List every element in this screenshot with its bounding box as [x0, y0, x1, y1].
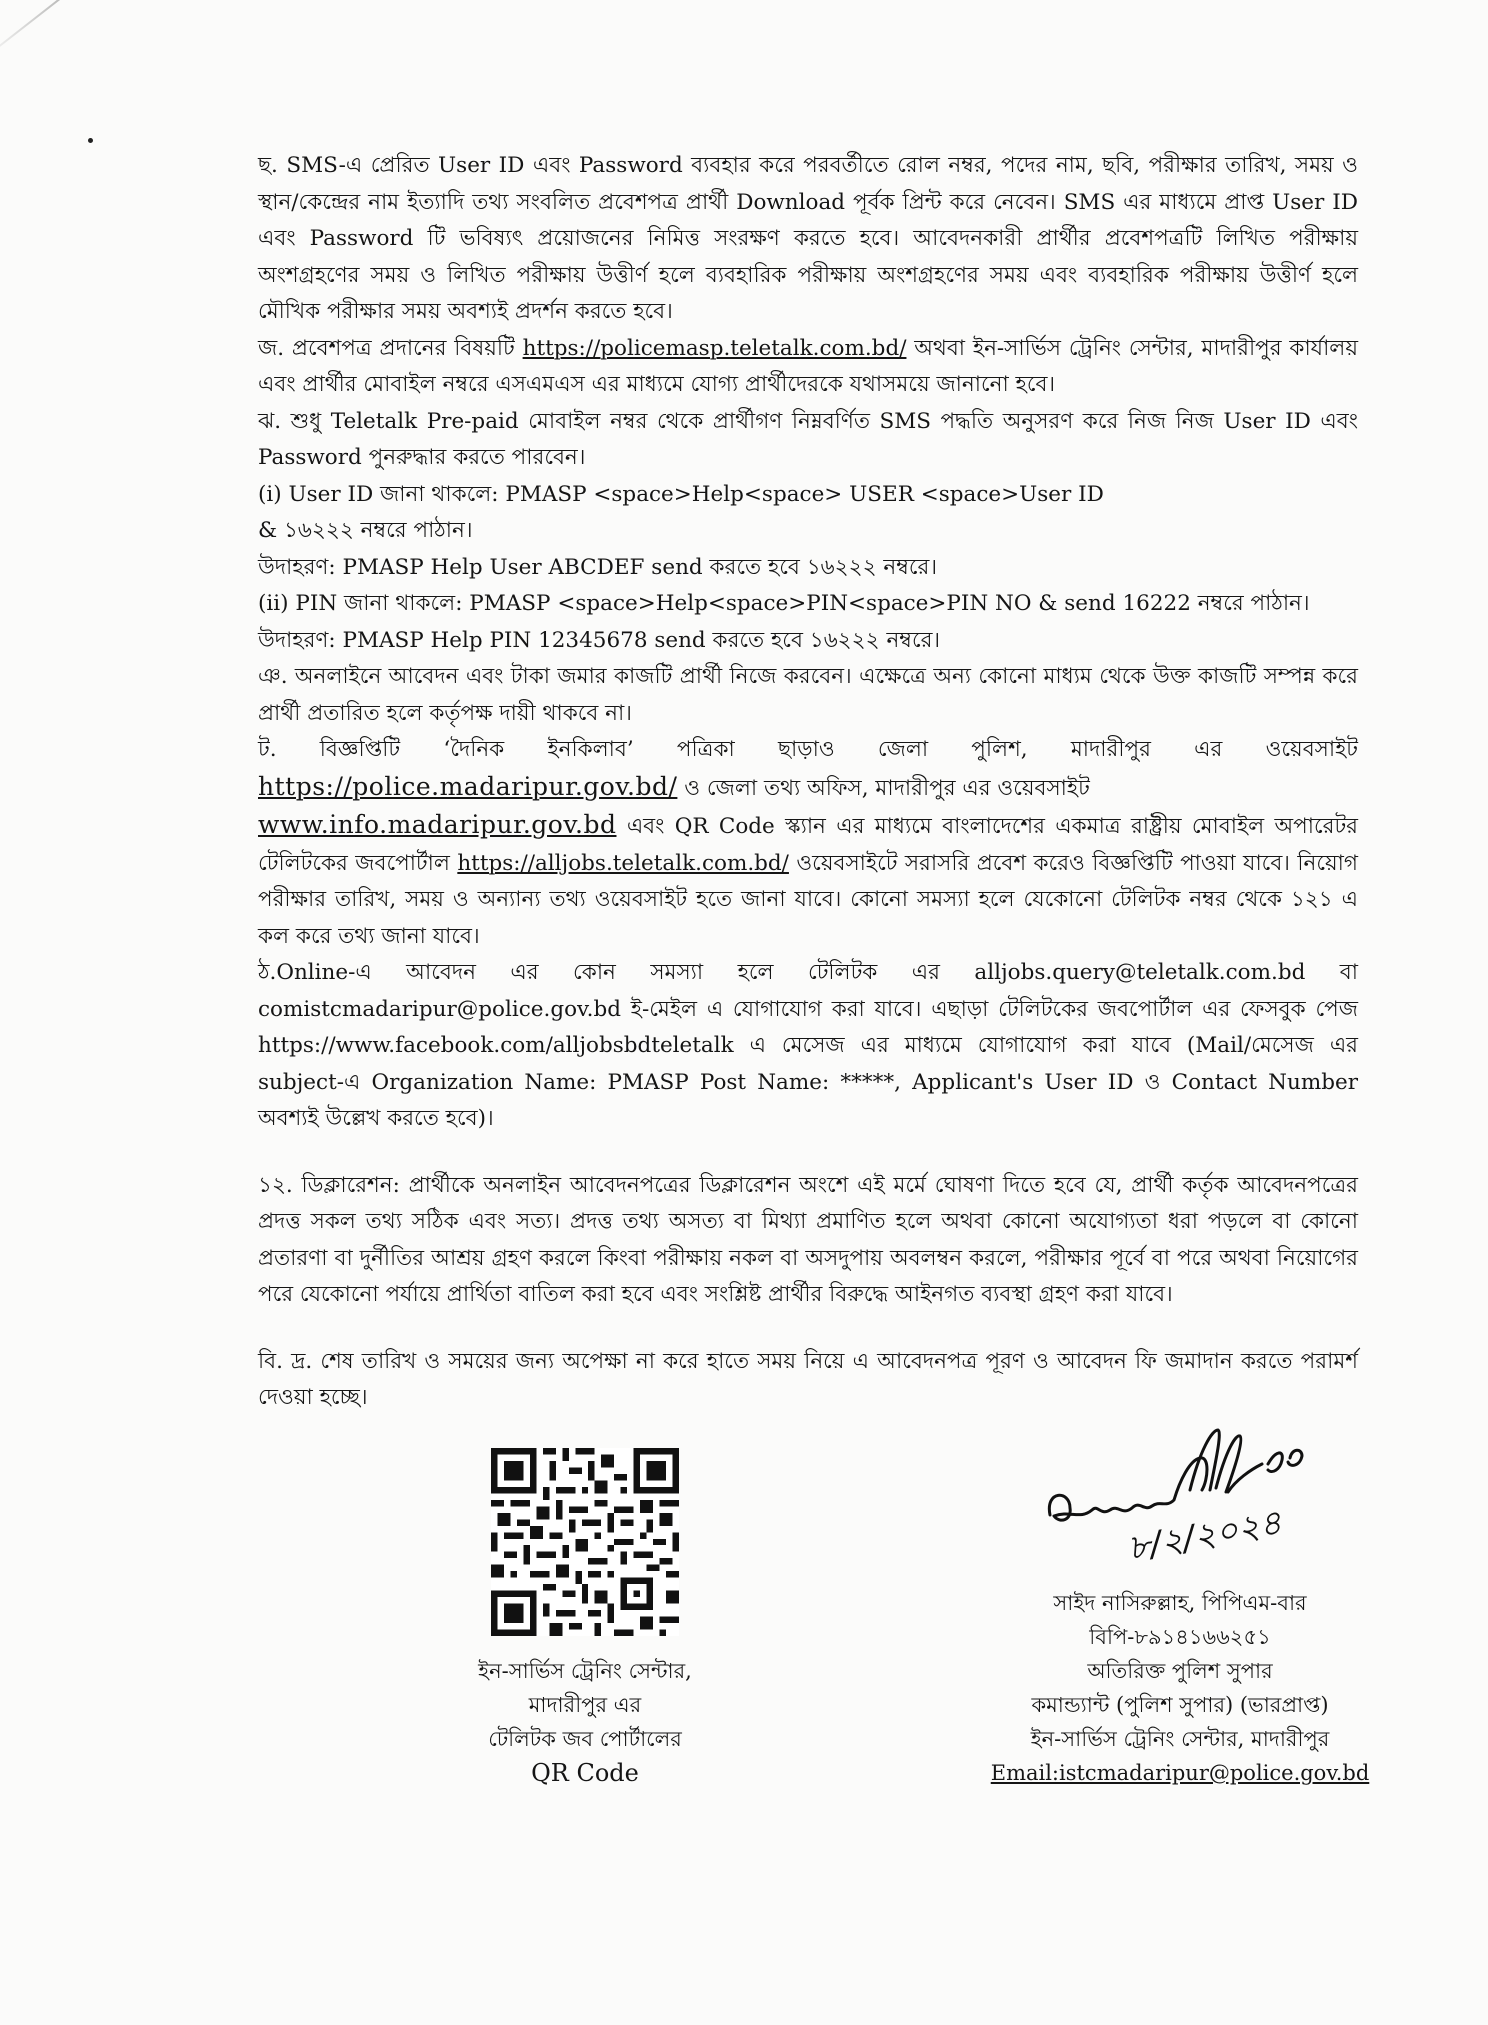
qr-code-icon[interactable]: [491, 1448, 679, 1636]
admit-card-link[interactable]: https://policemasp.teletalk.com.bd/: [522, 335, 907, 361]
para-jha: ঝ. শুধু Teletalk Pre-paid মোবাইল নম্বর থেকে প্রার্থীগণ নিম্নবর্ণিত SMS পদ্ধতি অনুসরণ করে নিজ নিজ User ID এবং Password পুনরুদ্ধার করতে পারবেন।: [258, 408, 1358, 470]
spacer: [258, 1314, 1358, 1344]
para-ta: [258, 732, 1358, 955]
para-ta-suffix: ওয়েবসাইটে সরাসরি প্রবেশ করেও বিজ্ঞপ্তিটি পাওয়া যাবে। নিয়োগ পরীক্ষার তারিখ, সময় ও অন্যান্য তথ্য ওয়েবসাইট হতে জানা যাবে। কোনো সমস্যা হলে যেকোনো টেলিটক নম্বর থেকে ১২১ এ কল করে তথ্য জানা যাবে।: [258, 850, 1359, 949]
para-ja: [258, 331, 1358, 404]
para-ja-suffix: অথবা ইন-সার্ভিস ট্রেনিং সেন্টার, মাদারীপুর কার্যালয় এবং প্রার্থীর মোবাইল নম্বরে এসএমএস এর মাধ্যমে যোগ্য প্রার্থীদেরকে যথাসময়ে জানানো হবে।: [258, 335, 1358, 397]
police-website-link[interactable]: https://police.madaripur.gov.bd/: [258, 771, 678, 801]
signatory-office: ইন-সার্ভিস ট্রেনিং সেন্টার, মাদারীপুর: [1030, 1727, 1330, 1751]
signatory-bp-number: বিপি-৮৯১৪১৬৬২৫১: [1089, 1625, 1271, 1649]
qr-caption-line1: ইন-সার্ভিস ট্রেনিং সেন্টার,: [478, 1659, 692, 1683]
document-body: [258, 148, 1358, 1417]
signatory-title2: কমান্ড্যান্ট (পুলিশ সুপার) (ভারপ্রাপ্ত): [1031, 1693, 1329, 1717]
sms-user-id-example: উদাহরণ: PMASP Help User ABCDEF send করতে হবে ১৬২২২ নম্বরে।: [258, 554, 938, 580]
signature-block: [900, 1420, 1460, 1790]
para-cha: ছ. SMS-এ প্রেরিত User ID এবং Password ব্যবহার করে পরবর্তীতে রোল নম্বর, পদের নাম, ছবি, পরীক্ষার তারিখ, সময় ও স্থান/কেন্দ্রের নাম ইত্যাদি তথ্য সংবলিত প্রবেশপত্র প্রার্থী Download পূর্বক প্রিন্ট করে নেবেন। SMS এর মাধ্যমে প্রাপ্ত User ID এবং Password টি ভবিষ্যৎ প্রয়োজনের নিমিত্ত সংরক্ষণ করতে হবে। আবেদনকারী প্রার্থীর প্রবেশপত্রটি লিখিত পরীক্ষায় অংশগ্রহণের সময় ও লিখিত পরীক্ষায় উত্তীর্ণ হলে ব্যবহারিক পরীক্ষায় অংশগ্রহণের সময় এবং ব্যবহারিক পরীক্ষায় উত্তীর্ণ হলে মৌখিক পরীক্ষার সময় অবশ্যই প্রদর্শন করতে হবে।: [258, 153, 1358, 324]
handwritten-date: ৮/২/২০২৪: [1124, 1502, 1285, 1569]
sms-pin-line: (ii) PIN জানা থাকলে: PMASP <space>Help<space>PIN<space>PIN NO & send 16222 নম্বরে পাঠান।: [258, 591, 1310, 616]
paper-speck: [88, 138, 93, 143]
info-website-link[interactable]: www.info.madaripur.gov.bd: [258, 810, 617, 839]
signatory-email-link[interactable]: Email:istcmadaripur@police.gov.bd: [990, 1761, 1370, 1785]
spacer: [258, 1138, 1358, 1168]
qr-caption-line2: মাদারীপুর এর: [528, 1693, 642, 1717]
qr-caption-line4: QR Code: [531, 1759, 639, 1787]
signatory-name: সাইদ নাসিরুল্লাহ, পিপিএম-বার: [1053, 1591, 1307, 1615]
para-tha: ঠ.Online-এ আবেদন এর কোন সমস্যা হলে টেলিটক এর alljobs.query@teletalk.com.bd বা comistcmadaripur@police.gov.bd ই-মেইল এ যোগাযোগ করা যাবে। এছাড়া টেলিটকের জবপোর্টাল এর ফেসবুক পেজ https://www.facebook.com/alljobsbdteletalk এ মেসেজ এর মাধ্যমে যোগাযোগ করা যাবে (Mail/মেসেজ এর subject-এ Organization Name: PMASP Post Name: *****, Applicant's User ID ও Contact Number অবশ্যই উল্লেখ করতে হবে)।: [258, 960, 1358, 1131]
para-ja-prefix: জ. প্রবেশপত্র প্রদানের বিষয়টি: [258, 335, 523, 361]
sms-user-id-line2: & ১৬২২২ নম্বরে পাঠান।: [258, 518, 473, 543]
paper-crease: [0, 0, 202, 62]
qr-caption-line3: টেলিটক জব পোর্টালের: [488, 1727, 682, 1751]
handwritten-signature: [1040, 1420, 1340, 1570]
para-ta-prefix: ট. বিজ্ঞপ্তিটি ‘দৈনিক ইনকিলাব’ পত্রিকা ছাড়াও জেলা পুলিশ, মাদারীপুর এর ওয়েবসাইট: [258, 737, 1358, 762]
alljobs-link[interactable]: https://alljobs.teletalk.com.bd/: [457, 850, 789, 876]
qr-block: [470, 1448, 700, 1790]
para-note: বি. দ্র. শেষ তারিখ ও সময়ের জন্য অপেক্ষা না করে হাতে সময় নিয়ে এ আবেদনপত্র পূরণ ও আবেদন ফি জমাদান করতে পরামর্শ দেওয়া হচ্ছে।: [258, 1348, 1358, 1410]
para-ta-mid2: এবং QR Code স্ক্যান এর মাধ্যমে বাংলাদেশের একমাত্র রাষ্ট্রীয় মোবাইল অপারেটর টেলিটকের জবপোর্টাল: [258, 814, 1358, 876]
para-nya: ঞ. অনলাইনে আবেদন এবং টাকা জমার কাজটি প্রার্থী নিজে করবেন। এক্ষেত্রে অন্য কোনো মাধ্যম থেকে উক্ত কাজটি সম্পন্ন করে প্রার্থী প্রতারিত হলে কর্তৃপক্ষ দায়ী থাকবে না।: [258, 664, 1358, 726]
sms-pin-example: উদাহরণ: PMASP Help PIN 12345678 send করতে হবে ১৬২২২ নম্বরে।: [258, 627, 941, 653]
signatory-title1: অতিরিক্ত পুলিশ সুপার: [1087, 1659, 1273, 1683]
para-declaration: ১২. ডিক্লারেশন: প্রার্থীকে অনলাইন আবেদনপত্রের ডিক্লারেশন অংশে এই মর্মে ঘোষণা দিতে হবে যে, প্রার্থী কর্তৃক আবেদনপত্রের প্রদত্ত সকল তথ্য সঠিক এবং সত্য। প্রদত্ত তথ্য অসত্য বা মিথ্যা প্রমাণিত হলে অথবা কোনো অযোগ্যতা ধরা পড়লে বা কোনো প্রতারণা বা দুর্নীতির আশ্রয় গ্রহণ করলে কিংবা পরীক্ষায় নকল বা অসদুপায় অবলম্বন করলে, পরীক্ষার পূর্বে বা পরে অথবা নিয়োগের পরে যেকোনো পর্যায়ে প্রার্থিতা বাতিল করা হবে এবং সংশ্লিষ্ট প্রার্থীর বিরুদ্ধে আইনগত ব্যবস্থা গ্রহণ করা যাবে।: [258, 1172, 1358, 1307]
sms-user-id-line1: (i) User ID জানা থাকলে: PMASP <space>Help<space> USER <space>User ID: [258, 481, 1104, 507]
para-ta-mid1: ও জেলা তথ্য অফিস, মাদারীপুর এর ওয়েবসাইট: [677, 775, 1090, 801]
